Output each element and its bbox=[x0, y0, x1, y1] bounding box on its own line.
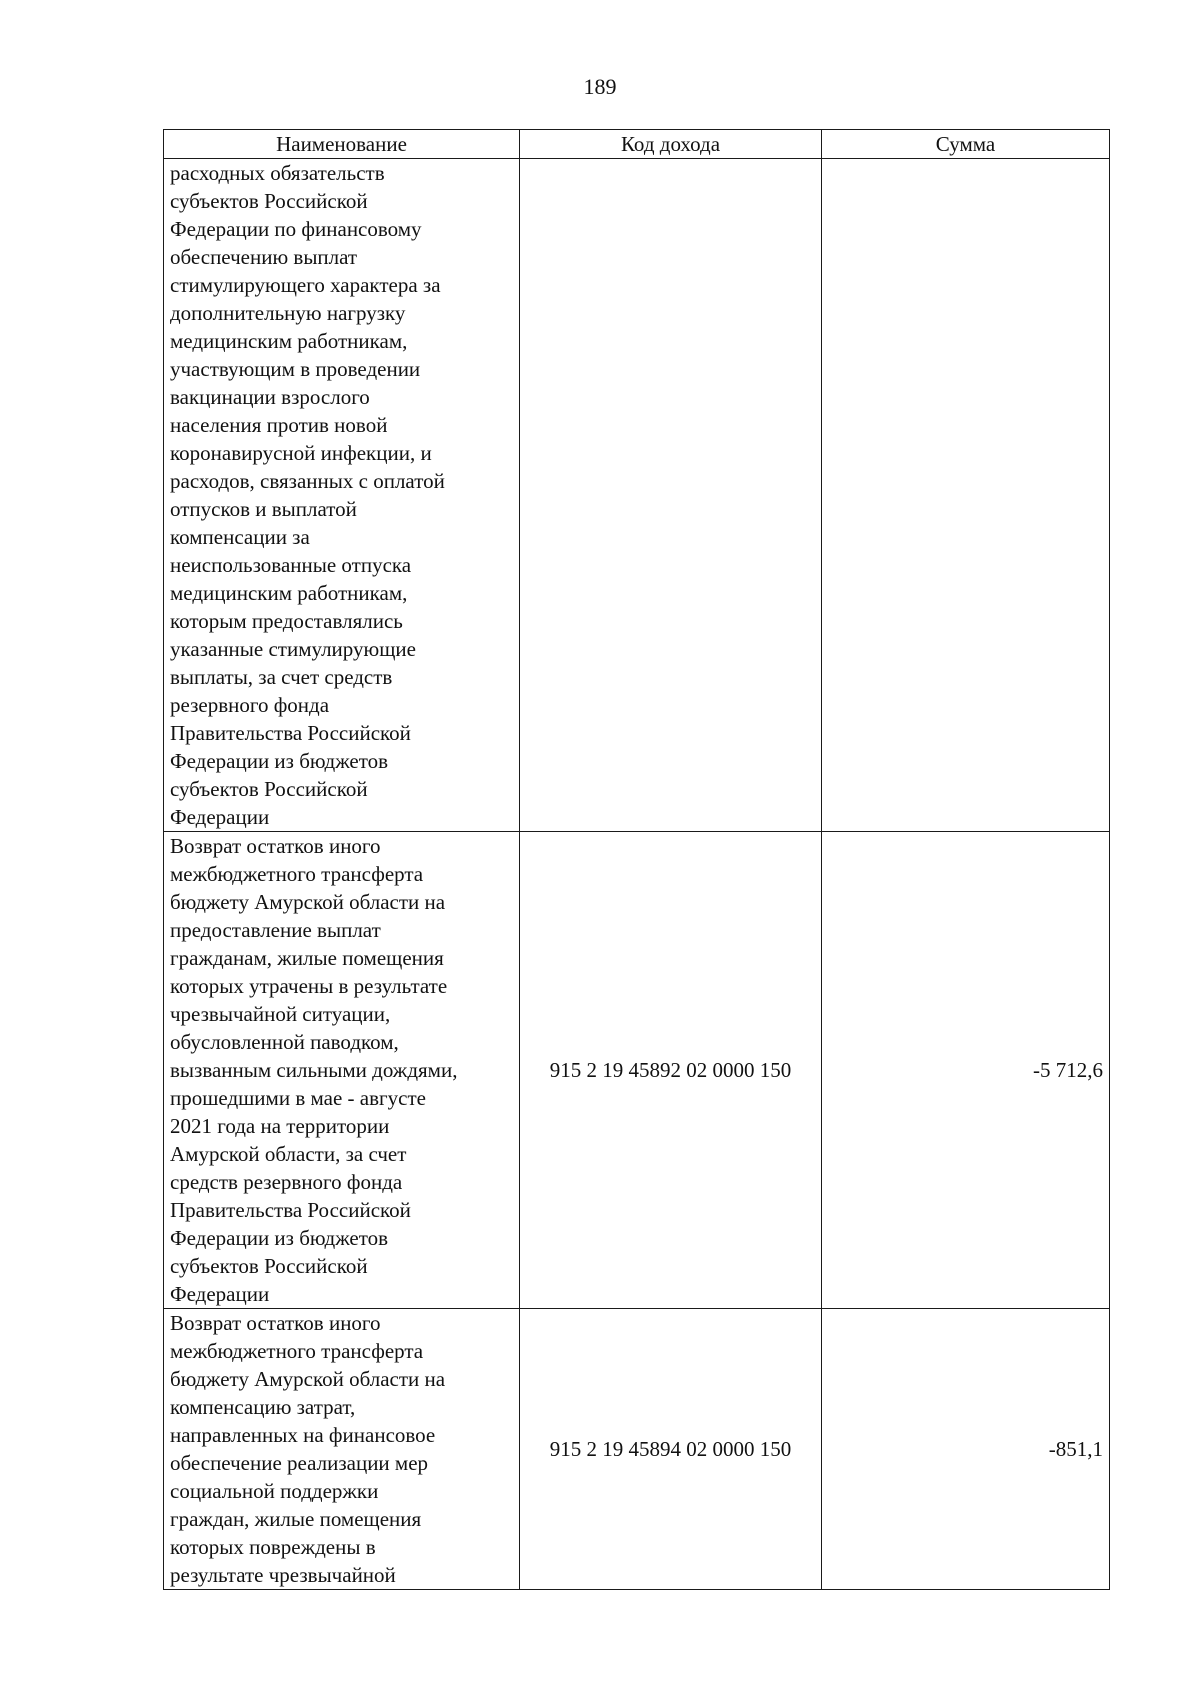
cell-sum bbox=[822, 159, 1110, 832]
cell-sum: -5 712,6 bbox=[822, 832, 1110, 1309]
name-line: Федерации из бюджетов bbox=[170, 1226, 389, 1250]
name-line: которых повреждены в bbox=[170, 1535, 376, 1559]
table-body bbox=[164, 159, 1110, 1590]
name-line: направленных на финансовое bbox=[170, 1423, 436, 1447]
name-line: средств резервного фонда bbox=[170, 1170, 403, 1194]
name-line: бюджету Амурской области на bbox=[170, 1367, 446, 1391]
name-line: указанные стимулирующие bbox=[170, 637, 416, 661]
income-table bbox=[163, 129, 1110, 1590]
name-line: Федерации bbox=[170, 805, 270, 829]
name-line: которым предоставлялись bbox=[170, 609, 403, 633]
name-line: выплаты, за счет средств bbox=[170, 665, 393, 689]
cell-income-code bbox=[520, 159, 822, 832]
name-line: резервного фонда bbox=[170, 693, 330, 717]
name-line: бюджету Амурской области на bbox=[170, 890, 446, 914]
name-line: медицинским работникам, bbox=[170, 581, 408, 605]
name-line: предоставление выплат bbox=[170, 918, 381, 942]
cell-name bbox=[164, 1309, 520, 1590]
table-row bbox=[164, 159, 1110, 832]
name-line: Амурской области, за счет bbox=[170, 1142, 407, 1166]
name-line: коронавирусной инфекции, и bbox=[170, 441, 432, 465]
table-row bbox=[164, 832, 1110, 1309]
name-line: дополнительную нагрузку bbox=[170, 301, 406, 325]
name-line: субъектов Российской bbox=[170, 777, 368, 801]
page-number: 189 bbox=[583, 74, 617, 99]
header-name: Наименование bbox=[164, 130, 520, 159]
name-line: Правительства Российской bbox=[170, 721, 411, 745]
name-line: межбюджетного трансферта bbox=[170, 862, 424, 886]
name-line: результате чрезвычайной bbox=[170, 1563, 396, 1587]
name-line: вакцинации взрослого bbox=[170, 385, 370, 409]
name-line: субъектов Российской bbox=[170, 1254, 368, 1278]
cell-name bbox=[164, 159, 520, 832]
name-line: межбюджетного трансферта bbox=[170, 1339, 424, 1363]
name-line: которых утрачены в результате bbox=[170, 974, 448, 998]
name-line: гражданам, жилые помещения bbox=[170, 946, 444, 970]
name-line: неиспользованные отпуска bbox=[170, 553, 412, 577]
header-sum: Сумма bbox=[822, 130, 1110, 159]
name-line: Правительства Российской bbox=[170, 1198, 411, 1222]
name-line: компенсацию затрат, bbox=[170, 1395, 356, 1419]
name-line: 2021 года на территории bbox=[170, 1114, 390, 1138]
cell-sum: -851,1 bbox=[822, 1309, 1110, 1590]
name-line: вызванным сильными дождями, bbox=[170, 1058, 458, 1082]
table-header-row bbox=[164, 130, 1110, 159]
name-line: чрезвычайной ситуации, bbox=[170, 1002, 391, 1026]
name-line: субъектов Российской bbox=[170, 189, 368, 213]
name-line: отпусков и выплатой bbox=[170, 497, 357, 521]
name-line: обеспечение реализации мер bbox=[170, 1451, 429, 1475]
cell-name bbox=[164, 832, 520, 1309]
name-line: Возврат остатков иного bbox=[170, 1311, 381, 1335]
table-row bbox=[164, 1309, 1110, 1590]
cell-income-code: 915 2 19 45892 02 0000 150 bbox=[520, 832, 822, 1309]
name-line: прошедшими в мае - августе bbox=[170, 1086, 426, 1110]
name-line: Федерации из бюджетов bbox=[170, 749, 389, 773]
name-line: населения против новой bbox=[170, 413, 388, 437]
name-line: Федерации bbox=[170, 1282, 270, 1306]
name-line: социальной поддержки bbox=[170, 1479, 379, 1503]
name-line: граждан, жилые помещения bbox=[170, 1507, 422, 1531]
name-line: стимулирующего характера за bbox=[170, 273, 441, 297]
name-line: компенсации за bbox=[170, 525, 310, 549]
name-line: обеспечению выплат bbox=[170, 245, 358, 269]
name-line: расходов, связанных с оплатой bbox=[170, 469, 445, 493]
cell-income-code: 915 2 19 45894 02 0000 150 bbox=[520, 1309, 822, 1590]
header-income-code: Код дохода bbox=[520, 130, 822, 159]
name-line: участвующим в проведении bbox=[170, 357, 421, 381]
name-line: Возврат остатков иного bbox=[170, 834, 381, 858]
name-line: Федерации по финансовому bbox=[170, 217, 422, 241]
name-line: медицинским работникам, bbox=[170, 329, 408, 353]
name-line: расходных обязательств bbox=[170, 161, 385, 185]
name-line: обусловленной паводком, bbox=[170, 1030, 399, 1054]
